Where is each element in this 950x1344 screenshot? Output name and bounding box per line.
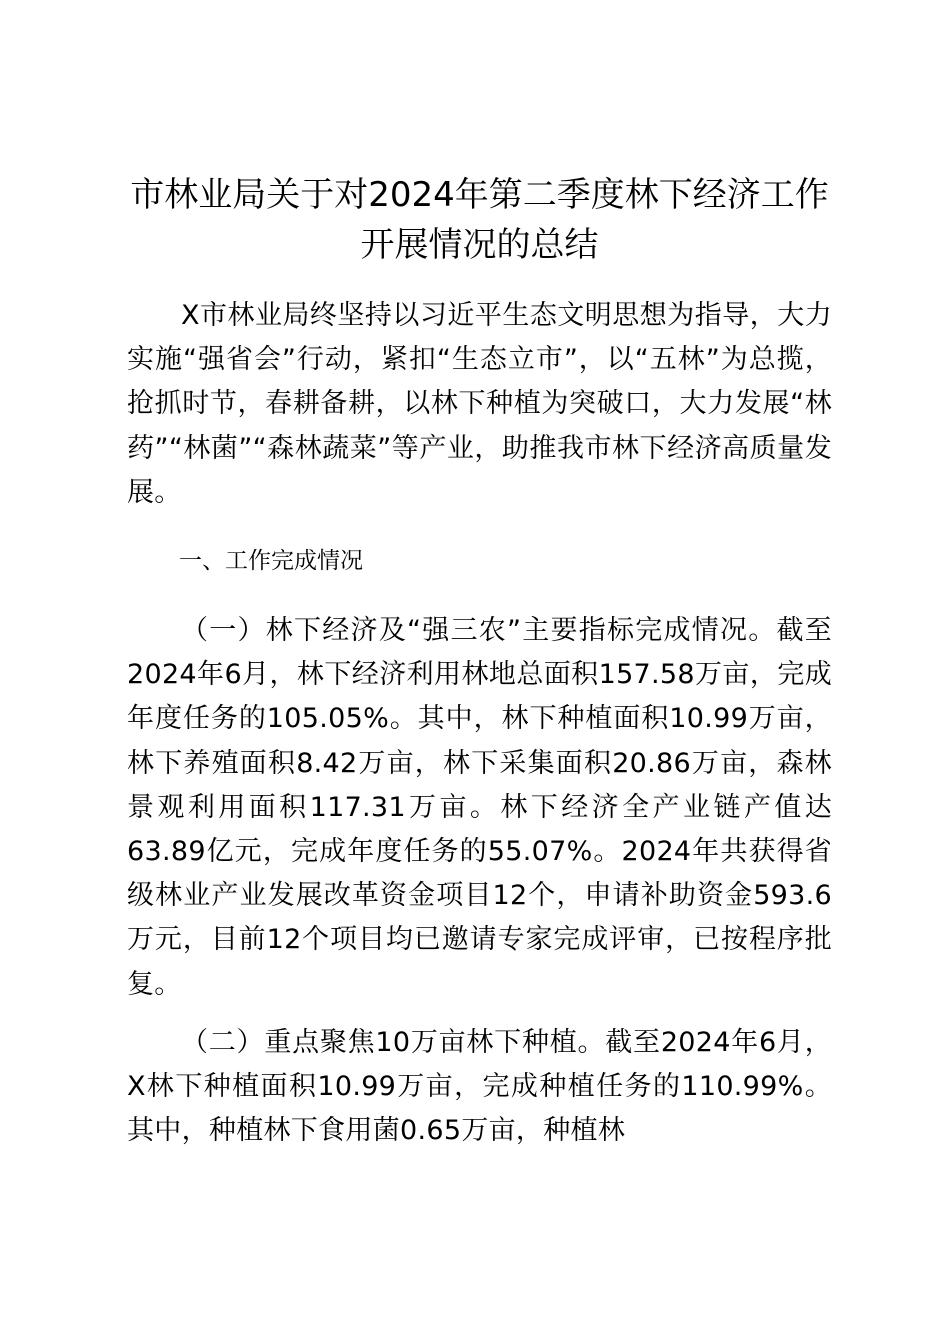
paragraph-indicators: （一）林下经济及“强三农”主要指标完成情况。截至2024年6月，林下经济利用林地总面积157.58万亩，完成年度任务的105.05%。其中，林下种植面积10.99万亩，林下养殖面积8.42万亩，林下采集面积20.86万亩，森林景观利用面积117.31万亩。林下经济全产业链产值达63.89亿元，完成年度任务的55.07%。2024年共获得省级林业产业发展改革资金项目12个，申请补助资金593.6万元，目前12个项目均已邀请专家完成评审，已按程序批复。 <box>127 615 832 1000</box>
paragraph-planting: （二）重点聚焦10万亩林下种植。截至2024年6月，X林下种植面积10.99万亩，完成种植任务的110.99%。其中，种植林下食用菌0.65万亩，种植林 <box>127 1026 832 1147</box>
document-title: 市林业局关于对2024年第二季度林下经济工作开展情况的总结 <box>130 175 829 265</box>
section-heading: 一、工作完成情况 <box>179 548 363 575</box>
document-page <box>127 170 832 1153</box>
intro-paragraph: X市林业局终坚持以习近平生态文明思想为指导，大力实施“强省会”行动，紧扣“生态立市”，以“五林”为总揽，抢抓时节，春耕备耕，以林下种植为突破口，大力发展“林药”“林菌”“森林蔬菜”等产业，助推我市林下经济高质量发展。 <box>127 300 832 508</box>
